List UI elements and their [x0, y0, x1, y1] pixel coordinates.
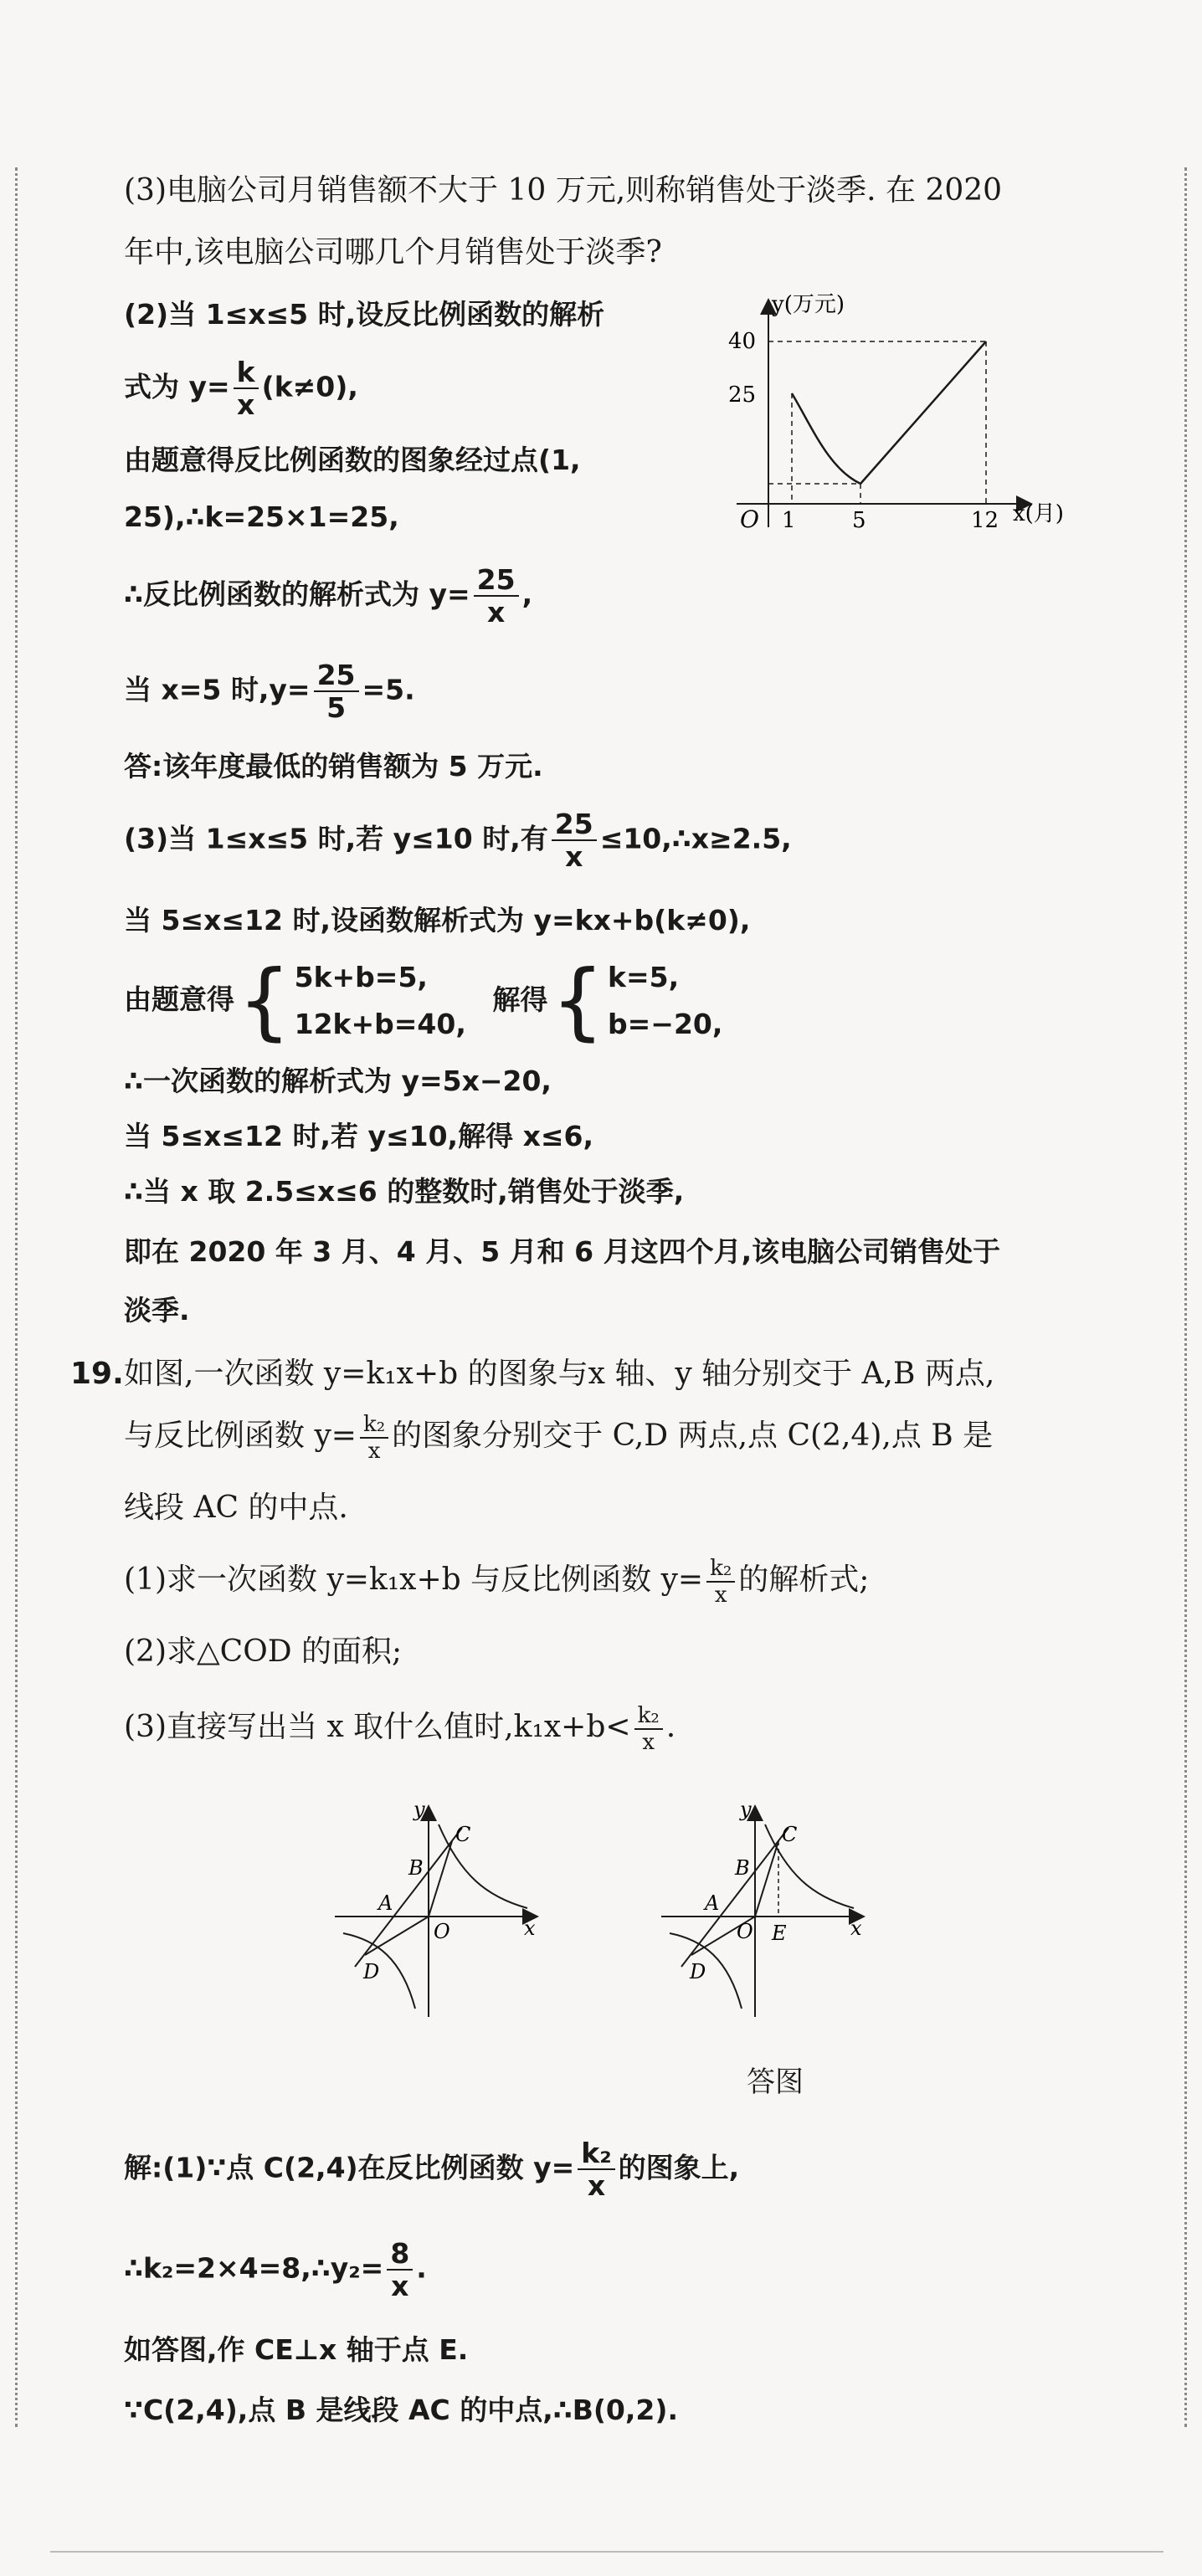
- label-x: x: [850, 1917, 862, 1940]
- fraction: [578, 2137, 614, 2202]
- text: (k≠0),: [261, 370, 358, 403]
- answer-figure-caption: 答图: [747, 2065, 804, 2099]
- numerator: 25: [474, 566, 519, 597]
- q19-part1: [124, 1557, 869, 1606]
- sol2-line5: [124, 563, 533, 629]
- sol2-answer: 答:该年度最低的销售额为 5 万元.: [124, 750, 543, 783]
- sol2-line4: 25),∴k=25×1=25,: [124, 500, 399, 533]
- x-tick-5: 5: [852, 508, 866, 533]
- solution-system: [608, 954, 722, 1048]
- label-y: y: [740, 1798, 752, 1821]
- numerator: 25: [314, 661, 359, 692]
- fraction: [360, 1414, 388, 1462]
- numerator: 25: [552, 810, 597, 841]
- numerator: k: [234, 358, 259, 389]
- fraction: [706, 1557, 735, 1606]
- sol3-line8: 淡季.: [124, 1294, 190, 1326]
- label-y: y: [414, 1798, 425, 1821]
- equation: 5k+b=5,: [294, 961, 428, 993]
- label-a: A: [705, 1891, 720, 1915]
- text: .: [665, 1710, 676, 1744]
- question-number: 19.: [70, 1357, 124, 1391]
- text: 式为 y=: [124, 370, 230, 403]
- denominator: x: [642, 1730, 655, 1755]
- text: 的解析式;: [738, 1563, 870, 1597]
- text: 由题意得: [124, 983, 234, 1016]
- right-dotted-margin: [1184, 167, 1187, 2427]
- numerator: 8: [387, 2240, 413, 2271]
- q19-part2: (2)求△COD 的面积;: [124, 1634, 403, 1669]
- text: 的图象上,: [618, 2151, 740, 2184]
- label-o: O: [737, 1920, 753, 1943]
- text: 当 x=5 时,y=: [124, 673, 311, 706]
- sol2-line3: 由题意得反比例函数的图象经过点(1,: [124, 444, 581, 476]
- x-tick-1: 1: [782, 508, 796, 533]
- fraction: [474, 563, 519, 629]
- q19-line1: 如图,一次函数 y=k₁x+b 的图象与x 轴、y 轴分别交于 A,B 两点,: [124, 1357, 995, 1391]
- text: ∴反比例函数的解析式为 y=: [124, 577, 470, 611]
- denominator: x: [565, 840, 583, 873]
- text: .: [416, 2251, 427, 2285]
- denominator: x: [587, 2169, 606, 2202]
- line-through-c-d: [681, 1828, 788, 1967]
- fraction: [234, 356, 259, 421]
- label-x: x: [524, 1917, 536, 1940]
- sol3-line6: ∴当 x 取 2.5≤x≤6 的整数时,销售处于淡季,: [124, 1175, 685, 1208]
- sol3-line3: [124, 954, 722, 1048]
- q19-line2: [124, 1413, 993, 1462]
- linear-segment: [860, 341, 986, 484]
- q19-part3: [124, 1704, 675, 1753]
- sol3-line2: 当 5≤x≤12 时,设函数解析式为 y=kx+b(k≠0),: [124, 904, 751, 936]
- sol19-line3: 如答图,作 CE⊥x 轴于点 E.: [124, 2333, 469, 2366]
- sol2-line6: [124, 659, 415, 724]
- text: ,: [521, 577, 533, 611]
- line-through-c-d: [355, 1828, 462, 1967]
- question-figure: [326, 1791, 561, 2025]
- label-c: C: [455, 1823, 471, 1846]
- sol2-line1: (2)当 1≤x≤5 时,设反比例函数的解析: [124, 298, 605, 331]
- sol3-line5: 当 5≤x≤12 时,若 y≤10,解得 x≤6,: [124, 1120, 594, 1152]
- text: ∴k₂=2×4=8,∴y₂=: [124, 2251, 384, 2285]
- label-a: A: [378, 1891, 393, 1915]
- fraction: [387, 2237, 413, 2302]
- text: 与反比例函数 y=: [124, 1419, 357, 1453]
- label-b: B: [408, 1856, 424, 1880]
- text: 解得: [492, 983, 548, 1016]
- equation: b=−20,: [608, 1008, 723, 1040]
- equation: k=5,: [608, 961, 680, 993]
- text: =5.: [362, 673, 415, 706]
- segment-oc: [755, 1841, 778, 1917]
- text: (1)求一次函数 y=k₁x+b 与反比例函数 y=: [124, 1563, 704, 1597]
- q19-line3: 线段 AC 的中点.: [124, 1491, 348, 1525]
- left-brace: {: [238, 952, 291, 1049]
- x-tick-12: 12: [971, 508, 999, 533]
- sol3-line1: [124, 808, 792, 873]
- equation: 12k+b=40,: [294, 1008, 466, 1040]
- label-d: D: [690, 1960, 706, 1983]
- origin-label: O: [740, 505, 759, 533]
- fraction: [634, 1705, 663, 1753]
- text: 解:(1)∵点 C(2,4)在反比例函数 y=: [124, 2151, 575, 2184]
- answer-figure: [653, 1791, 887, 2025]
- label-c: C: [782, 1823, 798, 1846]
- label-e: E: [772, 1922, 787, 1945]
- numerator: k₂: [706, 1557, 735, 1583]
- sol19-line4: ∵C(2,4),点 B 是线段 AC 的中点,∴B(0,2).: [124, 2394, 679, 2426]
- q3-statement-line2: 年中,该电脑公司哪几个月销售处于淡季?: [124, 235, 662, 269]
- denominator: x: [714, 1583, 727, 1608]
- hyperbola-branch-upper: [439, 1824, 527, 1908]
- y-tick-25: 25: [728, 382, 757, 408]
- equation-system: [295, 954, 466, 1048]
- numerator: k₂: [578, 2139, 614, 2170]
- denominator: 5: [326, 691, 347, 724]
- sol3-line7: 即在 2020 年 3 月、4 月、5 月和 6 月这四个月,该电脑公司销售处于: [124, 1235, 1001, 1268]
- denominator: x: [236, 388, 255, 421]
- x-axis-label: x(月): [1013, 501, 1064, 526]
- sol19-line1: [124, 2137, 740, 2202]
- text: (3)当 1≤x≤5 时,若 y≤10 时,有: [124, 822, 548, 855]
- label-b: B: [735, 1856, 750, 1880]
- text: ≤10,∴x≥2.5,: [599, 822, 792, 855]
- segment-od: [365, 1917, 429, 1955]
- segment-oc: [429, 1841, 452, 1917]
- bottom-rule: [50, 2551, 1163, 2553]
- denominator: x: [391, 2270, 409, 2302]
- fraction: [552, 808, 597, 873]
- sol3-line4: ∴一次函数的解析式为 y=5x−20,: [124, 1065, 552, 1097]
- label-o: O: [434, 1920, 450, 1943]
- fraction: [314, 659, 359, 724]
- sol2-line2: [124, 356, 358, 421]
- text: (3)直接写出当 x 取什么值时,k₁x+b<: [124, 1710, 631, 1744]
- left-brace: {: [551, 952, 605, 1049]
- left-dotted-margin: [15, 167, 18, 2427]
- numerator: k₂: [634, 1705, 663, 1730]
- denominator: x: [367, 1439, 381, 1464]
- sol19-line2: [124, 2237, 427, 2302]
- text: 的图象分别交于 C,D 两点,点 C(2,4),点 B 是: [392, 1419, 994, 1453]
- label-d: D: [363, 1960, 380, 1983]
- y-axis-label: y(万元): [772, 292, 845, 317]
- sales-graph: [711, 285, 1097, 544]
- denominator: x: [486, 596, 506, 629]
- y-tick-40: 40: [728, 329, 757, 354]
- hyperbola-segment: [792, 393, 860, 484]
- q3-statement-line1: (3)电脑公司月销售额不大于 10 万元,则称销售处于淡季. 在 2020: [124, 173, 1003, 208]
- numerator: k₂: [360, 1414, 388, 1439]
